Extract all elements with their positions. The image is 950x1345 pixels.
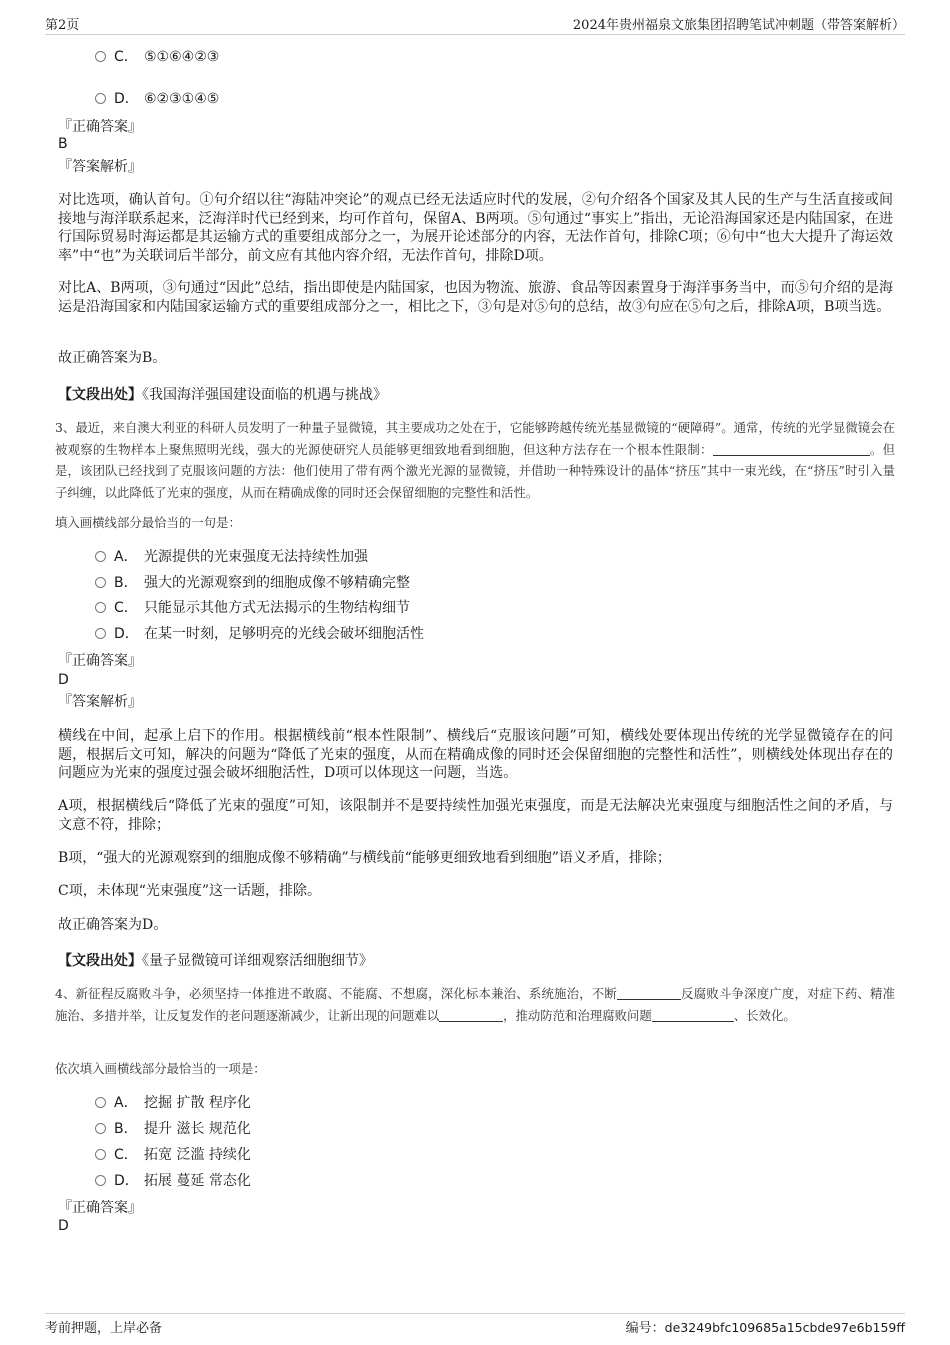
q3-option-b[interactable]: B． 强大的光源观察到的细胞成像不够精确完整 <box>95 573 410 593</box>
radio-icon[interactable] <box>95 1123 106 1134</box>
radio-icon[interactable] <box>95 551 106 562</box>
q3-option-c[interactable]: C． 只能显示其他方式无法揭示的生物结构细节 <box>95 598 410 618</box>
q3-option-a[interactable]: A． 光源提供的光束强度无法持续性加强 <box>95 547 368 567</box>
q3-prompt: 填入画横线部分最恰当的一句是： <box>55 515 241 530</box>
page-footer <box>45 1313 905 1338</box>
radio-icon[interactable] <box>95 1149 106 1160</box>
radio-icon[interactable] <box>95 51 106 62</box>
radio-icon[interactable] <box>95 1097 106 1108</box>
document-code: 编号：de3249bfc109685a15cbde97e6b159ff <box>625 1320 905 1336</box>
q3-analysis-p3: B项，“强大的光源观察到的细胞成像不够精确”与横线前“能够更细致地看到细胞”语义矛盾，排除； <box>58 850 671 866</box>
q2-option-d[interactable]: D． ⑥②③①④⑤ <box>95 89 219 109</box>
fill-blank <box>713 443 870 456</box>
q4-option-a[interactable]: A． 挖掘 扩散 程序化 <box>95 1093 251 1113</box>
q4-option-c[interactable]: C． 拓宽 泛滥 持续化 <box>95 1145 251 1165</box>
correct-answer-label: 『正确答案』 <box>58 1200 142 1216</box>
q3-stem: 3、最近，来自澳大利亚的科研人员发明了一种量子显微镜，其主要成功之处在于，它能够跨越传统光基显微镜的“硬障碍”。通常，传统的光学显微镜会在被观察的生物样本上聚焦照明光线，强大的光源使研究人员能够更细致地看到细胞，但这种方法存在一个根本性限制： 。但是，该团队已经找到了克服该问题的方法：他们使用了带有两个激光光源的显微镜，并借助一种特殊设计的晶体“挤压”其中一束光线，在“挤压”时引入量子纠缠，以此降低了光束的强度，从而在精确成像的同时还会保留细胞的完整性和活性。 <box>55 420 895 500</box>
q3-analysis-p1: 横线在中间，起承上启下的作用。根据横线前“根本性限制”、横线后“克服该问题”可知，横线处要体现出传统的光学显微镜存在的问题，根据后文可知，解决的问题为“降低了光束的强度，从而在精确成像的同时还会保留细胞的完整性和活性”，则横线处体现出存在的问题应为光束的强度过强会破坏细胞活性，D项可以体现这一问题，当选。 <box>58 728 893 781</box>
analysis-label: 『答案解析』 <box>58 694 142 710</box>
q2-analysis-p2: 对比A、B两项，③句通过“因此”总结，指出即使是内陆国家，也因为物流、旅游、食品等因素置身于海洋事务当中，而⑤句介绍的是海运是沿海国家和内陆国家运输方式的重要组成部分之一，相比之下，③句是对⑤句的总结，故③句应在⑤句之后，排除A项，B项当选。 <box>58 280 893 315</box>
radio-icon[interactable] <box>95 577 106 588</box>
q3-analysis-p5: 故正确答案为D。 <box>58 917 168 933</box>
q3-analysis-p4: C项，未体现“光束强度”这一话题，排除。 <box>58 883 322 899</box>
q4-answer: D <box>58 1218 69 1234</box>
analysis-label: 『答案解析』 <box>58 159 142 175</box>
page-header <box>45 12 905 35</box>
q4-option-b[interactable]: B． 提升 滋长 规范化 <box>95 1119 251 1139</box>
q2-source: 【文段出处】《我国海洋强国建设面临的机遇与挑战》 <box>58 387 387 403</box>
document-title: 2024年贵州福泉文旅集团招聘笔试冲刺题（带答案解析） <box>572 18 905 33</box>
fill-blank <box>439 1009 503 1022</box>
q3-option-d[interactable]: D． 在某一时刻，足够明亮的光线会破坏细胞活性 <box>95 624 424 644</box>
q4-stem: 4、新征程反腐败斗争，必须坚持一体推进不敢腐、不能腐、不想腐，深化标本兼治、系统施治，不断 反腐败斗争深度广度，对症下药、精准施治、多措并举，让反复发作的老问题逐渐减少，让新出现的问题难以 ，推动防范和治理腐败问题 、长效化。 <box>55 986 895 1023</box>
radio-icon[interactable] <box>95 93 106 104</box>
radio-icon[interactable] <box>95 1175 106 1186</box>
q4-prompt: 依次填入画横线部分最恰当的一项是： <box>55 1061 266 1076</box>
q3-source: 【文段出处】《量子显微镜可详细观察活细胞细节》 <box>58 953 373 969</box>
radio-icon[interactable] <box>95 628 106 639</box>
page-number: 第2页 <box>45 18 80 33</box>
q4-option-d[interactable]: D． 拓展 蔓延 常态化 <box>95 1171 251 1191</box>
footer-slogan: 考前押题，上岸必备 <box>45 1321 163 1336</box>
q2-option-c[interactable]: C． ⑤①⑥④②③ <box>95 47 219 67</box>
q2-analysis-p1: 对比选项，确认首句。①句介绍以往“海陆冲突论”的观点已经无法适应时代的发展，②句介绍各个国家及其人民的生产与生活直接或间接地与海洋联系起来，泛海洋时代已经到来，均可作首句，保留A、B两项。⑤句通过“事实上”指出，无论沿海国家还是内陆国家，在进行国际贸易时海运都是其运输方式的重要组成部分之一，为展开论述部分的内容，无法作首句，排除C项；⑥句中“也大大提升了海运效率”中“也”为关联词后半部分，前文应有其他内容介绍，无法作首句，排除D项。 <box>58 192 893 264</box>
correct-answer-label: 『正确答案』 <box>58 119 142 135</box>
fill-blank <box>617 987 681 1000</box>
radio-icon[interactable] <box>95 602 106 613</box>
q2-answer: B <box>58 136 68 152</box>
correct-answer-label: 『正确答案』 <box>58 653 142 669</box>
q3-answer: D <box>58 672 69 688</box>
fill-blank <box>652 1009 734 1022</box>
q2-analysis-p3: 故正确答案为B。 <box>58 350 167 366</box>
q3-analysis-p2: A项，根据横线后“降低了光束的强度”可知，该限制并不是要持续性加强光束强度，而是无法解决光束强度与细胞活性之间的矛盾，与文意不符，排除； <box>58 798 893 833</box>
